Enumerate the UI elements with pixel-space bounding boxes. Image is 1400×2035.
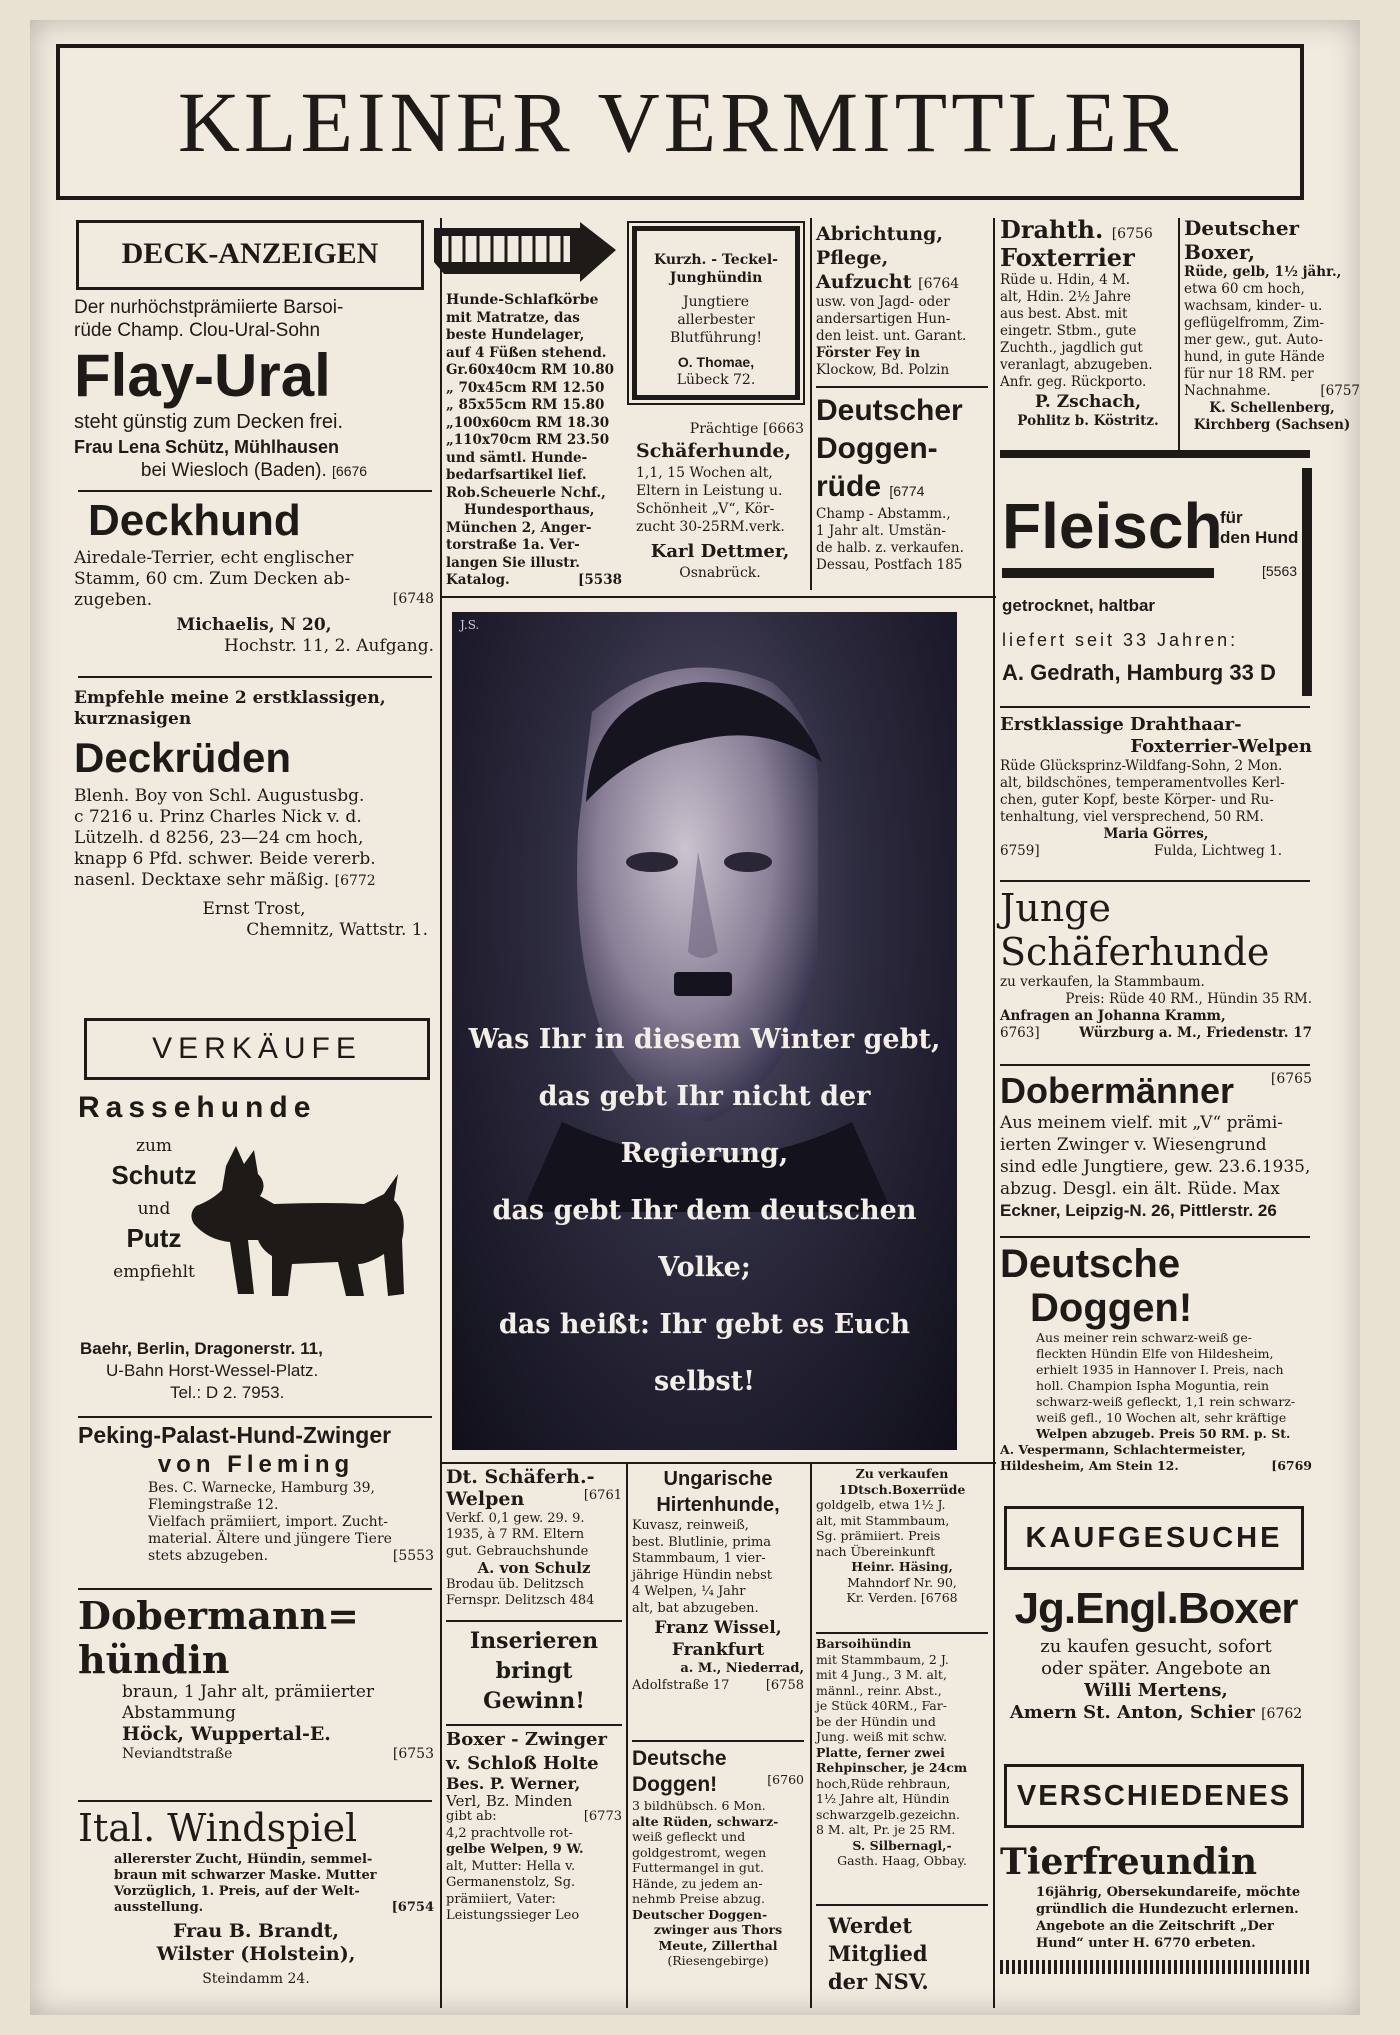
portrait-caption: Was Ihr in diesem Winter gebt, das gebt Ihr nicht der Regierung, das gebt Ihr dem deutschen Volke; das heißt: Ihr gebt es Euch selbst!	[468, 1024, 941, 1397]
drahthaar-ad: Drahth. [6756 Foxterrier Rüde u. Hdin, 4 M. alt, Hdin. 2½ Jahre aus best. Abst. mit eingetr. Stbm., gute Zuchth., jagdlich gut veranlagt, abzugeben. Anfr. geg. Rückporto. P. Zschach, Pohlitz b. Köstritz.	[1000, 215, 1159, 429]
peking-text: Bes. C. Warnecke, Hamburg 39, Flemingstraße 12. Vielfach prämiiert, import. Zucht- material. Ältere und jüngere Tiere stets abzugeben. [5553	[148, 1480, 434, 1564]
divider	[446, 1724, 622, 1726]
dog-basket-icon	[430, 222, 616, 288]
dobermann-text: braun, 1 Jahr alt, prämiierter Abstammung	[122, 1682, 375, 1723]
barsoi-ad: Barsoihündin mit Stammbaum, 2 J. mit 4 Jung., 3 M. alt, männl., reinr. Abst., je Stück 40RM., Far- be der Hündin und Jung. weiß mit schw. Platte, ferner zwei Rehpinscher, je 24cm hoch,Rüde rehbraun, 1½ Jahre alt, Hündin schwarzgelb.gezeichn. 8 M. alt, Pr. je 25 RM. S. Silbernagl,- Gasth. Haag, Obbay.	[816, 1636, 968, 1868]
flay-place: bei Wiesloch (Baden). [6676	[140, 460, 368, 481]
column-rule	[993, 218, 995, 2008]
dobermann-title: Dobermann= hündin	[78, 1593, 359, 1682]
column-rule	[626, 1462, 628, 2008]
foxwelpen-ad: Erstklassige Drahthaar- Foxterrier-Welpen Rüde Glücksprinz-Wildfang-Sohn, 2 Mon. alt, bildschönes, temperamentvolles Kerl- chen, guter Kopf, beste Körper- und Ru- tenhaltung, viel versprechend, 50 RM. Maria Görres, 6759] Fulda, Lichtweg 1.	[1000, 714, 1312, 859]
dtdoggen-small-ad: Deutsche Doggen! [6760 3 bildhübsch. 6 Mon. alte Rüden, schwarz- weiß gefleckt und goldgestromt, wegen Futtermangel in gut. Hände, zu jedem an- nehmb Preise abzug. Deutscher Doggen- zwinger aus Thors Meute, Zillerthal (Riesengebirge)	[632, 1747, 804, 1968]
windspiel-contact: Frau B. Brandt, Wilster (Holstein), Steindamm 24.	[156, 1920, 356, 1987]
inserieren-ad: Inserieren bringt Gewinn!	[469, 1628, 599, 1714]
nsv-ad: Werdet Mitglied der NSV.	[828, 1913, 929, 1994]
dobermann-addr: Neviandtstraße [6753	[122, 1746, 434, 1762]
divider	[78, 676, 432, 678]
divider	[1000, 450, 1310, 458]
column-rule	[810, 1462, 812, 2008]
flay-owner: Frau Lena Schütz, Mühlhausen	[74, 437, 340, 457]
dtdoggen-ad: Deutsche Doggen! Aus meiner rein schwarz-weiß ge- fleckten Hündin Elfe von Hildesheim, erhielt 1935 in Hannover I. Preis, nach holl. Champion Ispha Moguntia, rein schwarz-weiß gefleckt, 1,1 rein schwarz- weiß gefl., 10 Wochen alt, sehr kräftige Welpen abzugeb. Preis 50 RM. p. St. A. Vespermann, Schlachtermeister, Hildesheim, Am Stein 12. [6769	[1000, 1242, 1312, 1473]
peking-sub: von Fleming	[157, 1451, 355, 1478]
peking-ad	[78, 1420, 434, 1565]
windspiel-title: Ital. Windspiel	[78, 1806, 358, 1850]
flay-line: steht günstig zum Decken frei.	[74, 411, 344, 433]
scottish-terrier-icon	[188, 1144, 410, 1334]
rassehunde-ad	[78, 1088, 434, 1408]
divider	[816, 1904, 988, 1906]
fleisch-title: Fleisch	[1002, 490, 1223, 562]
fleisch-code: [5563	[1262, 563, 1298, 579]
tierfreundin-ad: Tierfreundin 16jährig, Obersekundareife, möchte gründlich die Hundezucht erlernen. Angebote an die Zeitschrift „Der Hund“ unter H. 6770 erbeten.	[1000, 1840, 1312, 1974]
deckrueden-title: Deckrüden	[74, 734, 292, 781]
schlafkoerbe-ad: Hunde-Schlafkörbe mit Matratze, das beste Hundelager, auf 4 Füßen stehend. Gr.60x40cm RM 10.80 „ 70x45cm RM 12.50 „ 85x55cm RM 15.80 „100x60cm RM 18.30 „110x70cm RM 23.50 und sämtl. Hunde- bedarfsartikel lief. Rob.Scheuerle Nchf., Hundesporthaus, München 2, Anger- torstraße 1a. Ver- langen Sie illustr. Katalog. [5538	[446, 292, 622, 588]
divider	[1000, 706, 1310, 708]
windspiel-ad	[78, 1804, 434, 1989]
fleisch-bar	[1002, 568, 1214, 578]
divider	[446, 1620, 622, 1622]
deckrueden-intro: Empfehle meine 2 erstklassigen, kurznasigen	[74, 688, 386, 729]
fleisch-sub: für den Hund	[1220, 508, 1299, 547]
jgboxer-ad: Jg.Engl.Boxer zu kaufen gesucht, sofort oder später. Angebote an Willi Mertens, Amern St. Anton, Schier [6762	[1009, 1584, 1303, 1723]
dobermaenner-ad: Dobermänner [6765 Aus meinem vielf. mit „V“ prämi- ierten Zwinger v. Wiesengrund sind edle Jungtiere, gew. 23.6.1935, abzug. Desgl. ein ält. Rüde. Max Eckner, Leipzig-N. 26, Pittlerstr. 26	[1000, 1070, 1312, 1220]
flay-ural-ad	[74, 296, 434, 483]
deckhund-addr: Hochstr. 11, 2. Aufgang.	[224, 636, 434, 656]
divider	[78, 1416, 432, 1418]
fleisch-ad	[1000, 468, 1312, 696]
peking-title: Peking-Palast-Hund-Zwinger	[78, 1422, 392, 1448]
schaefer-welpen-ad: Dt. Schäferh.- Welpen [6761 Verkf. 0,1 gew. 29. 9. 1935, à 7 RM. Eltern gut. Gebrauchshunde A. von Schulz Brodau üb. Delitzsch Fernspr. Delitzsch 484	[446, 1466, 622, 1608]
rule-pattern	[1000, 1960, 1312, 1974]
deckrueden-ad	[74, 688, 434, 941]
column-rule	[810, 218, 812, 590]
ungarische-ad: Ungarische Hirtenhunde, Kuvasz, reinweiß, best. Blutlinie, prima Stammbaum, 1 vier- jährige Hündin nebst 4 Welpen, ¼ Jahr alt, bat abzugeben. Franz Wissel, Frankfurt a. M., Niederrad, Adolfstraße 17 [6758	[632, 1468, 804, 1693]
rassehunde-words: zum Schutz und Putz empfiehlt	[111, 1136, 197, 1282]
deckrueden-text: Blenh. Boy von Schl. Augustusbg. c 7216 u. Prinz Charles Nick v. d. Lützelh. d 8256, 23—24 cm hoch, knapp 6 Pfd. schwer. Beide vererb. nasenl. Decktaxe sehr mäßig. [6772	[74, 786, 376, 890]
rassehunde-contact: Baehr, Berlin, Dragonerstr. 11, U-Bahn Horst-Wessel-Platz. Tel.: D 2. 7953.	[80, 1339, 323, 1402]
divider	[78, 1800, 432, 1802]
dobermannhuendin-ad	[78, 1594, 434, 1763]
deckrueden-name: Ernst Trost,	[202, 899, 306, 919]
column-rule	[440, 218, 442, 2008]
flay-intro: Der nurhöchstprämiierte Barsoi- rüde Champ. Clou-Ural-Sohn	[74, 297, 344, 341]
windspiel-text: allererster Zucht, Hündin, semmel- braun mit schwarzer Maske. Mutter Vorzüglich, 1. Preis, auf der Welt- ausstellung. [6754	[114, 1852, 434, 1915]
flay-name: Flay-Ural	[74, 342, 331, 409]
divider	[1000, 1236, 1310, 1238]
divider	[440, 1462, 996, 1464]
divider	[1000, 1064, 1310, 1066]
junge-schaeferhunde-ad: Junge Schäferhunde zu verkaufen, la Stammbaum. Preis: Rüde 40 RM., Hündin 35 RM. Anfragen an Johanna Kramm, 6763] Würzburg a. M., Friedenstr. 17	[1000, 886, 1312, 1041]
divider	[78, 1588, 432, 1590]
schaeferhunde-ad: Prächtige [6663 Schäferhunde, 1,1, 15 Wochen alt, Eltern in Leistung u. Schönheit „V“, Kör- zucht 30-25RM.verk. Karl Dettmer, Osnabrück.	[636, 421, 804, 581]
rassehunde-title: Rassehunde	[78, 1091, 317, 1124]
divider	[1000, 880, 1310, 882]
deckhund-name: Michaelis, N 20,	[176, 615, 332, 635]
divider	[816, 386, 988, 388]
verschiedenes-header: VERSCHIEDENES	[1004, 1764, 1304, 1828]
kaufgesuche-header: KAUFGESUCHE	[1004, 1506, 1304, 1570]
masthead-title: KLEINER VERMITTLER	[177, 74, 1183, 170]
doggenruede-ad: Deutscher Doggen- rüde [6774 Champ - Abstamm., 1 Jahr alt. Umstän- de halb. z. verkaufen. Dessau, Postfach 185	[816, 394, 964, 573]
divider	[78, 490, 432, 492]
masthead	[56, 44, 1304, 200]
dobermann-name: Höck, Wuppertal-E.	[122, 1723, 331, 1745]
fleisch-name: A. Gedrath, Hamburg 33 D	[1002, 660, 1276, 685]
deck-anzeigen-header: DECK-ANZEIGEN	[76, 220, 424, 290]
divider	[816, 1632, 988, 1634]
boxerruede-ad: Zu verkaufen 1Dtsch.Boxerrüde goldgelb, etwa 1½ J. alt, mit Stammbaum, Sg. prämiiert. Preis nach Übereinkunft Heinr. Häsing, Mahndorf Nr. 90, Kr. Verden. [6768	[816, 1466, 966, 1605]
boxer-deutscher-ad: Deutscher Boxer, Rüde, gelb, 1½ jähr., etwa 60 cm hoch, wachsam, kinder- u. geflügelfromm, Zim- mer gew., gut. Auto- hund, in gute Hände für nur 18 RM. per Nachnahme. [6757 K. Schellenberg, Kirchberg (Sachsen)	[1184, 216, 1360, 433]
abrichtung-ad: Abrichtung, Pflege, Aufzucht [6764 usw. von Jagd- oder andersartigen Hun- den leist. unt. Garant. Förster Fey in Klockow, Bd. Polzin	[816, 223, 967, 378]
deckhund-text: Airedale-Terrier, echt englischer Stamm, 60 cm. Zum Decken ab- zugeben. [6748	[74, 548, 434, 610]
column-rule	[1178, 218, 1180, 450]
divider	[632, 1740, 804, 1742]
portrait-image	[452, 612, 957, 1450]
deckrueden-addr: Chemnitz, Wattstr. 1.	[246, 920, 428, 940]
teckel-ad: Kurzh. - Teckel- Junghündin Jungtiere allerbester Blutführung! O. Thomae, Lübeck 72.	[632, 226, 800, 400]
fleisch-line2: liefert seit 33 Jahren:	[1002, 630, 1239, 650]
verkaeufe-header: VERKÄUFE	[84, 1018, 430, 1080]
fleisch-line1: getrocknet, haltbar	[1002, 596, 1156, 615]
deckhund-ad	[74, 494, 434, 657]
deckhund-title: Deckhund	[88, 496, 301, 545]
boxer-zwinger-ad: Boxer - Zwinger v. Schloß Holte Bes. P. Werner, Verl, Bz. Minden gibt ab: [6773 4,2 prachtvolle rot- gelbe Welpen, 9 W. alt, Mutter: Hella v. Germanenstolz, Sg. prämiiert, Vater: Leistungssieger Leo	[446, 1729, 622, 1923]
portrait-initials: J.S.	[460, 618, 480, 632]
divider	[440, 596, 996, 598]
